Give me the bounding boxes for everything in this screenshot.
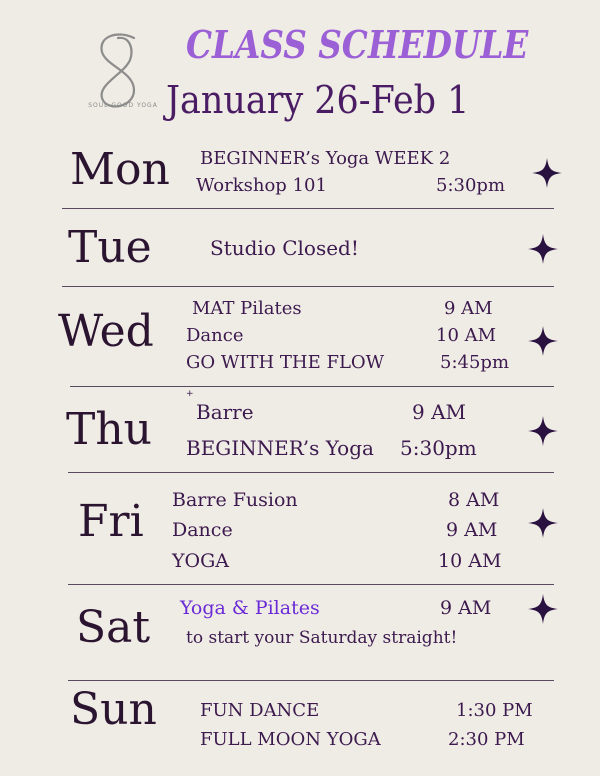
event-time: 10 AM — [438, 550, 502, 572]
event-name: BEGINNER’s Yoga WEEK 2 — [200, 148, 451, 169]
sparkle-icon — [528, 234, 558, 264]
day-label-sat: Sat — [76, 602, 151, 653]
event-time: 9 AM — [444, 298, 493, 319]
day-label-mon: Mon — [70, 144, 170, 195]
day-label-wed: Wed — [58, 306, 154, 357]
event-time: 8 AM — [448, 489, 500, 511]
event-name: Yoga & Pilates — [180, 597, 320, 619]
sparkle-icon — [528, 326, 558, 356]
day-label-fri: Fri — [78, 496, 144, 547]
divider — [62, 286, 554, 287]
divider — [68, 584, 554, 585]
event-name: FUN DANCE — [200, 700, 320, 721]
event-name: Barre Fusion — [172, 489, 298, 511]
event-time: 10 AM — [436, 325, 497, 346]
day-label-sun: Sun — [70, 684, 157, 735]
sparkle-icon — [528, 508, 558, 538]
event-time: 9 AM — [446, 519, 498, 541]
sparkle-icon — [532, 158, 562, 188]
event-name: GO WITH THE FLOW — [186, 352, 385, 373]
event-name: Dance — [186, 325, 244, 346]
divider — [68, 680, 554, 681]
sparkle-icon — [528, 416, 558, 446]
divider — [62, 208, 554, 209]
page-title: CLASS SCHEDULE — [186, 22, 529, 67]
event-time: 1:30 PM — [456, 700, 533, 721]
plus-mark-icon: + — [186, 389, 194, 399]
event-name: Dance — [172, 519, 233, 541]
event-name: Studio Closed! — [210, 236, 359, 260]
event-name: Barre — [196, 400, 254, 424]
event-name: FULL MOON YOGA — [200, 729, 381, 750]
event-time: 5:30pm — [400, 436, 477, 460]
event-name: BEGINNER’s Yoga — [186, 436, 374, 460]
event-time: 2:30 PM — [448, 729, 525, 750]
sparkle-icon — [528, 594, 558, 624]
event-name: MAT Pilates — [192, 298, 302, 319]
day-label-tue: Tue — [68, 222, 152, 273]
event-time: 5:45pm — [440, 352, 510, 373]
logo-text: SOUL GOOD YOGA — [88, 102, 158, 109]
day-label-thu: Thu — [66, 404, 153, 455]
event-name: Workshop 101 — [196, 175, 327, 196]
date-range: January 26-Feb 1 — [166, 78, 470, 122]
divider — [68, 472, 554, 473]
event-time: 9 AM — [412, 400, 467, 424]
event-time: 9 AM — [440, 597, 492, 619]
divider — [70, 386, 554, 387]
event-name: to start your Saturday straight! — [186, 628, 458, 648]
event-name: YOGA — [172, 550, 230, 572]
event-time: 5:30pm — [436, 175, 506, 196]
